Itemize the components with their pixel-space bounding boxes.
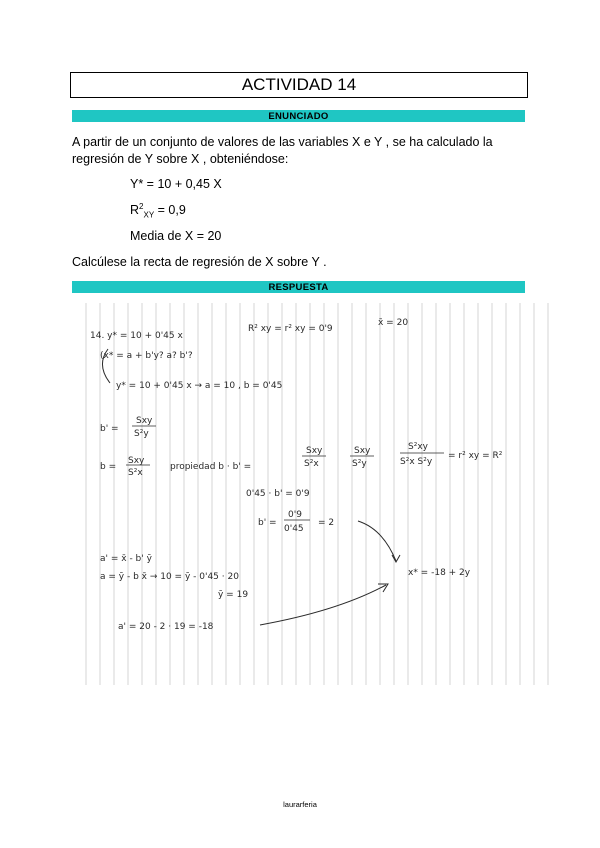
r-symbol: R <box>130 203 140 218</box>
hw-arrow-lower <box>260 585 386 625</box>
hw-line-7b: 0'9 <box>288 510 302 520</box>
page-title <box>70 72 528 98</box>
hw-line-10: a = ȳ - b x̄ → 10 = ȳ - 0'45 · 20 <box>100 572 239 582</box>
mean-x: Media de X = 20 <box>130 229 222 243</box>
statement-question: Calcúlese la recta de regresión de X sobre Y . <box>72 255 327 269</box>
statement-section-label: ENUNCIADO <box>268 110 329 122</box>
hw-line-5c: S²x <box>128 468 143 478</box>
hw-line-1a: 14. y* = 10 + 0'45 x <box>90 331 183 341</box>
hw-line-8: x* = -18 + 2y <box>408 568 471 578</box>
hw-line-5g: Sxy <box>354 446 371 456</box>
hw-line-1c: x̄ = 20 <box>378 318 409 328</box>
footer-signature: laurarferia <box>283 800 317 809</box>
hw-line-5b: Sxy <box>128 456 145 466</box>
answer-section-label: RESPUESTA <box>268 281 329 293</box>
statement-section-bar <box>72 110 525 122</box>
r-value: = 0,9 <box>154 203 186 218</box>
determination-coefficient <box>130 202 186 220</box>
hw-line-5a: b = <box>100 462 117 472</box>
page-title-text: ACTIVIDAD 14 <box>241 75 357 94</box>
hw-line-5d: propiedad b · b' = <box>170 462 252 472</box>
hw-line-11: ȳ = 19 <box>218 590 249 600</box>
hw-line-5i: S²xy <box>408 442 428 452</box>
hw-line-4a: b' = <box>100 424 119 434</box>
hw-arrow-upper <box>358 521 396 561</box>
hw-line-4b: Sxy <box>136 416 153 426</box>
hw-line-5h: S²y <box>352 459 367 469</box>
statement-intro: A partir de un conjunto de valores de las variables X e Y , se ha calculado la regresión de Y sobre X , obteniéndose: <box>72 135 493 166</box>
handwritten-answer-sheet <box>78 303 550 685</box>
hw-line-7c: 0'45 <box>284 524 304 534</box>
hw-line-6: 0'45 · b' = 0'9 <box>246 489 310 499</box>
hw-line-5e: Sxy <box>306 446 323 456</box>
hw-line-2: (x* = a + b'y? a? b'? <box>100 351 193 361</box>
hw-line-5k: = r² xy = R² <box>448 451 503 461</box>
hw-line-4c: S²y <box>134 429 149 439</box>
r-subscript: XY <box>143 210 155 220</box>
hw-line-7d: = 2 <box>318 518 335 528</box>
regression-equation: Y* = 10 + 0,45 X <box>130 177 222 191</box>
hw-line-3: y* = 10 + 0'45 x → a = 10 , b = 0'45 <box>116 381 283 391</box>
hw-line-5f: S²x <box>304 459 319 469</box>
hw-line-12: a' = 20 - 2 · 19 = -18 <box>118 622 214 632</box>
hw-line-1b: R² xy = r² xy = 0'9 <box>248 324 333 334</box>
hw-line-9: a' = x̄ - b' ȳ <box>100 554 152 564</box>
hw-line-5j: S²x S²y <box>400 457 433 467</box>
r-exponent: 2 <box>139 202 144 211</box>
answer-section-bar <box>72 281 525 293</box>
hw-line-7a: b' = <box>258 518 277 528</box>
